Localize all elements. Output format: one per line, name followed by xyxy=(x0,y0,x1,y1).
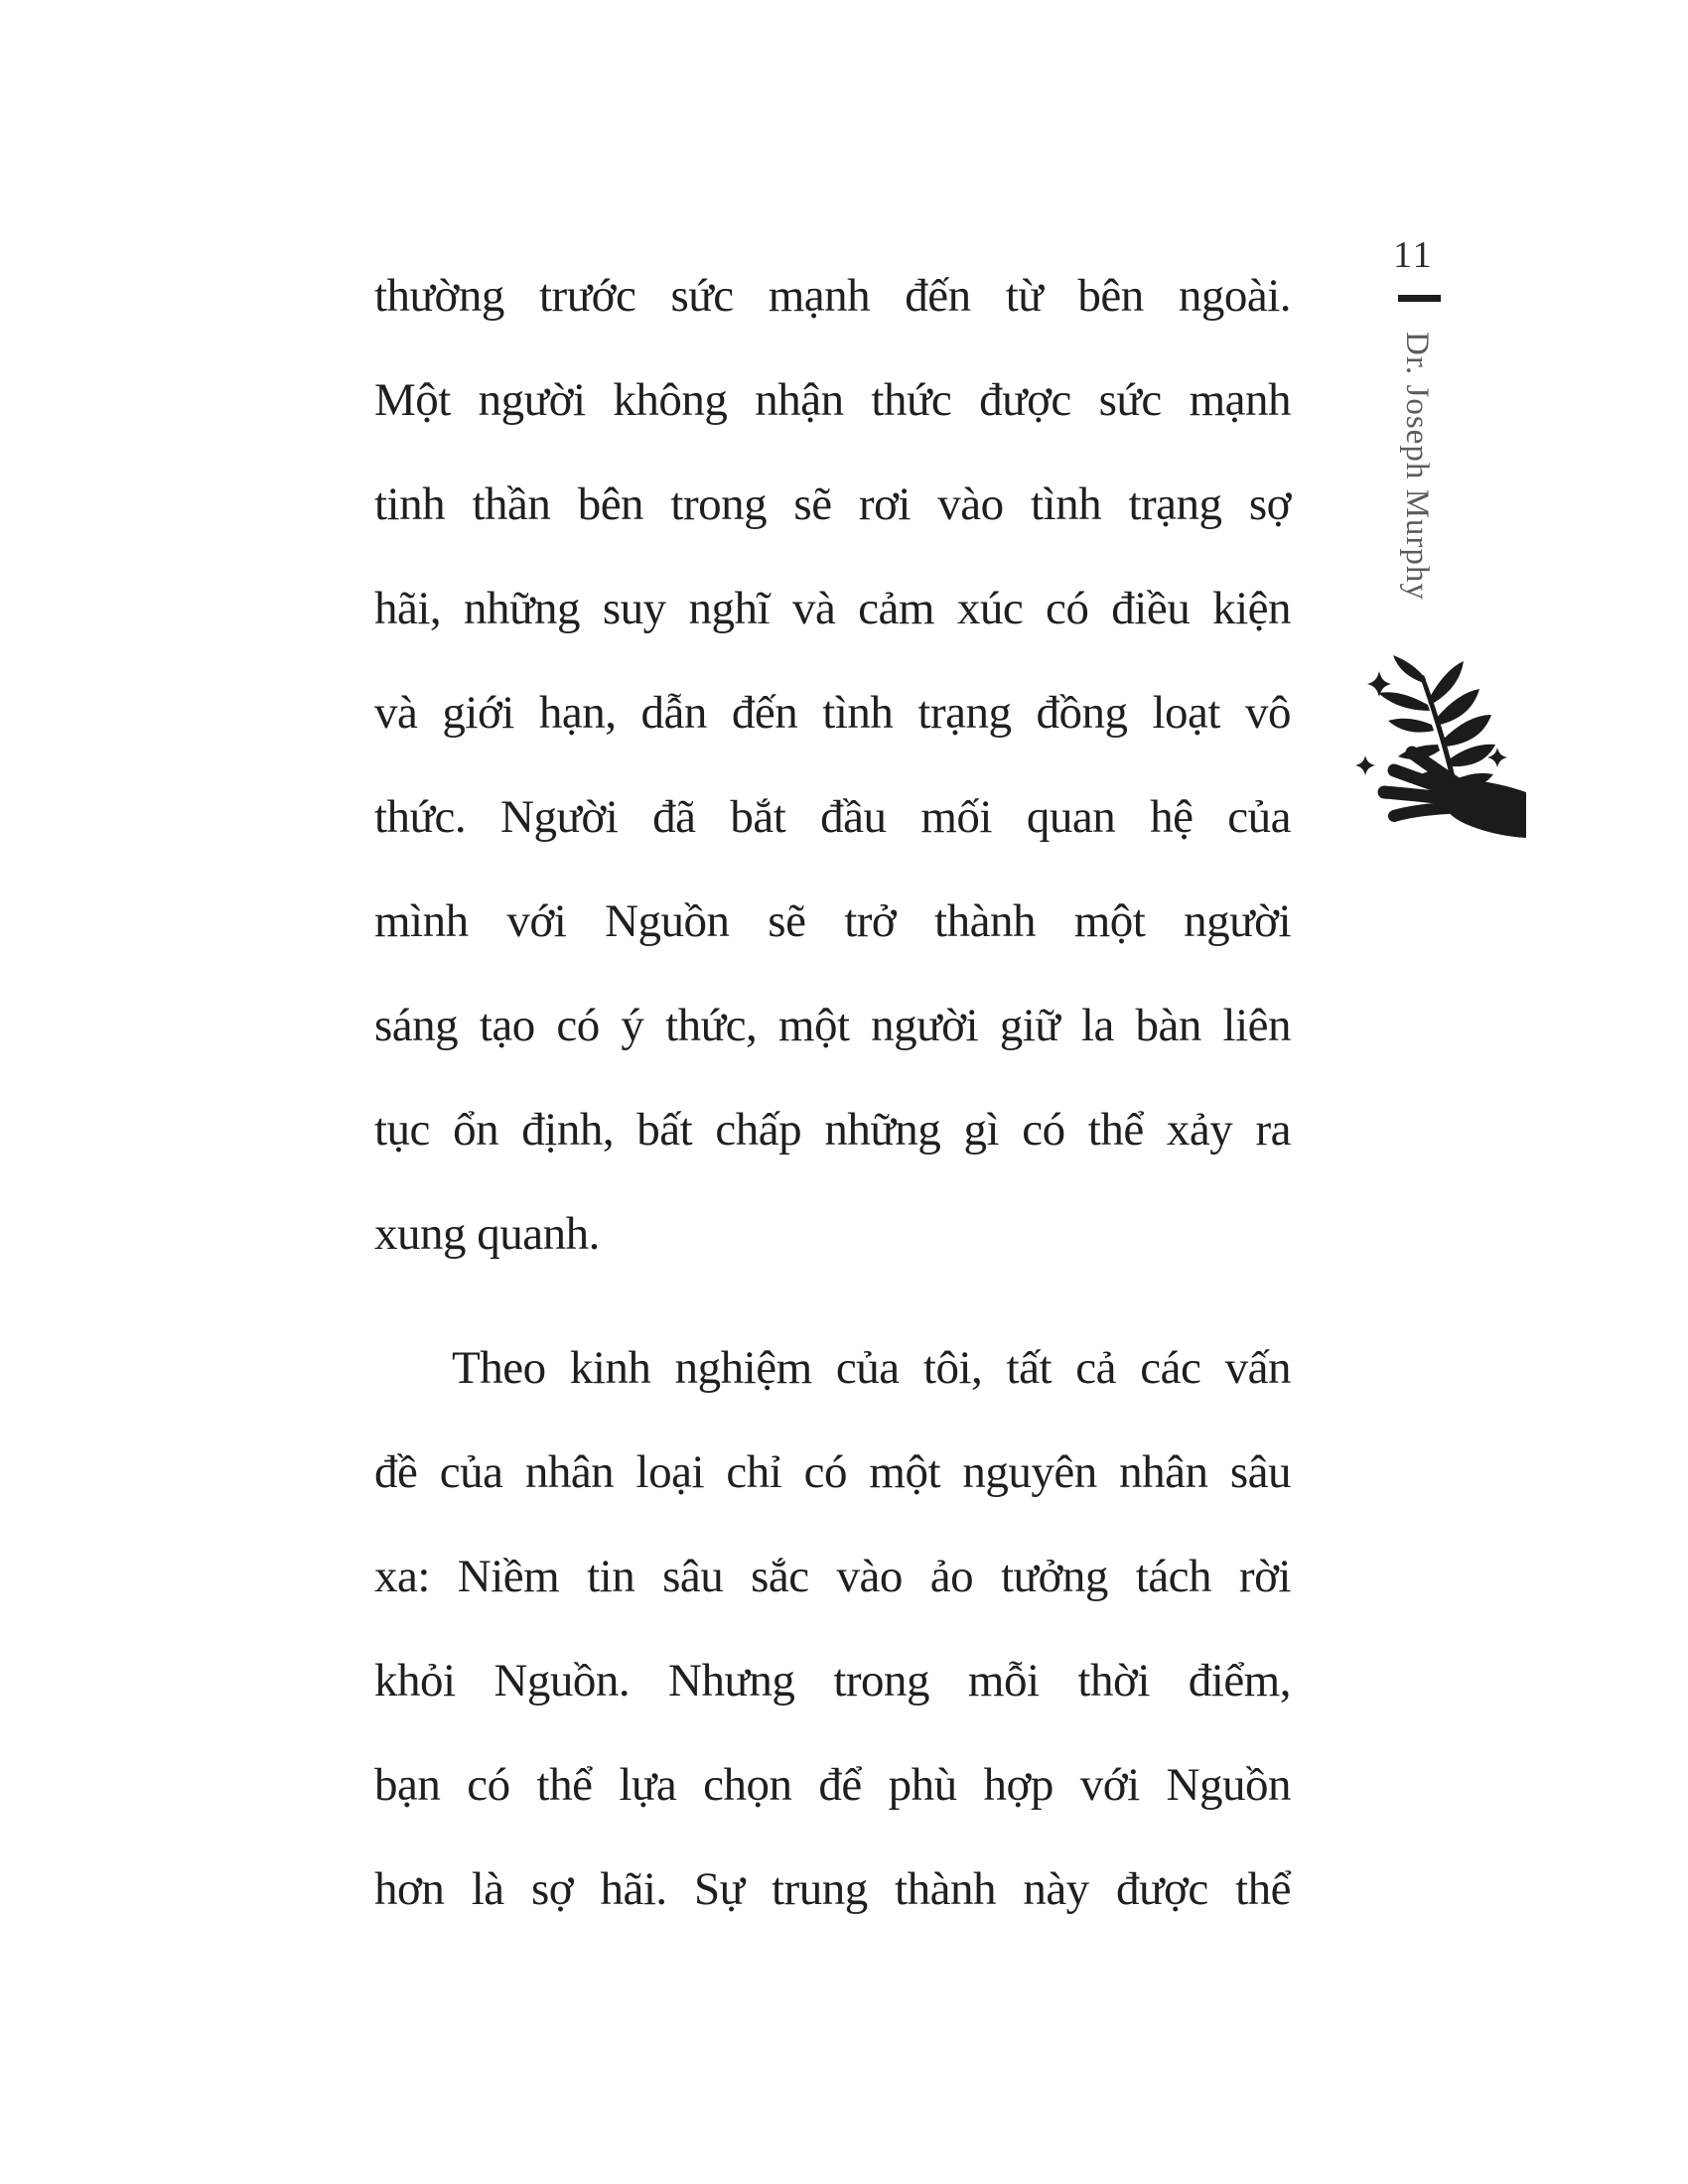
text-line: hơn là sợ hãi. Sự trung thành này được thể xyxy=(374,1863,1291,1915)
page-number-rule xyxy=(1398,295,1441,302)
text-line: Một người không nhận thức được sức mạnh xyxy=(374,374,1291,426)
text-line: hãi, những suy nghĩ và cảm xúc có điều kiện xyxy=(374,583,1291,634)
text-line: mình với Nguồn sẽ trở thành một người xyxy=(374,895,1291,947)
text-line: bạn có thể lựa chọn để phù hợp với Nguồn xyxy=(374,1759,1291,1811)
hand-holding-branch-icon xyxy=(1342,653,1526,842)
text-line: khỏi Nguồn. Nhưng trong mỗi thời điểm, xyxy=(374,1655,1291,1706)
paragraph xyxy=(374,1316,1291,1942)
author-sidebar-text: Dr. Joseph Murphy xyxy=(1399,332,1435,601)
text-line: sáng tạo có ý thức, một người giữ la bàn liên xyxy=(374,1000,1291,1051)
text-line: xa: Niềm tin sâu sắc vào ảo tưởng tách rời xyxy=(374,1551,1291,1602)
text-line: đề của nhân loại chỉ có một nguyên nhân sâu xyxy=(374,1446,1291,1498)
text-line: Theo kinh nghiệm của tôi, tất cả các vấn xyxy=(452,1342,1291,1394)
text-line: tục ổn định, bất chấp những gì có thể xảy ra xyxy=(374,1104,1291,1156)
body-text xyxy=(374,244,1291,1942)
sparkle-icon xyxy=(1355,755,1375,775)
text-line: thường trước sức mạnh đến từ bên ngoài. xyxy=(374,270,1291,322)
paragraph xyxy=(374,244,1291,1287)
page-number: 11 xyxy=(1393,234,1434,276)
text-line: thức. Người đã bắt đầu mối quan hệ của xyxy=(374,791,1291,843)
text-line: xung quanh. xyxy=(374,1208,600,1260)
text-line: tinh thần bên trong sẽ rơi vào tình trạng sợ xyxy=(374,478,1291,530)
text-line: và giới hạn, dẫn đến tình trạng đồng loạt vô xyxy=(374,687,1291,739)
